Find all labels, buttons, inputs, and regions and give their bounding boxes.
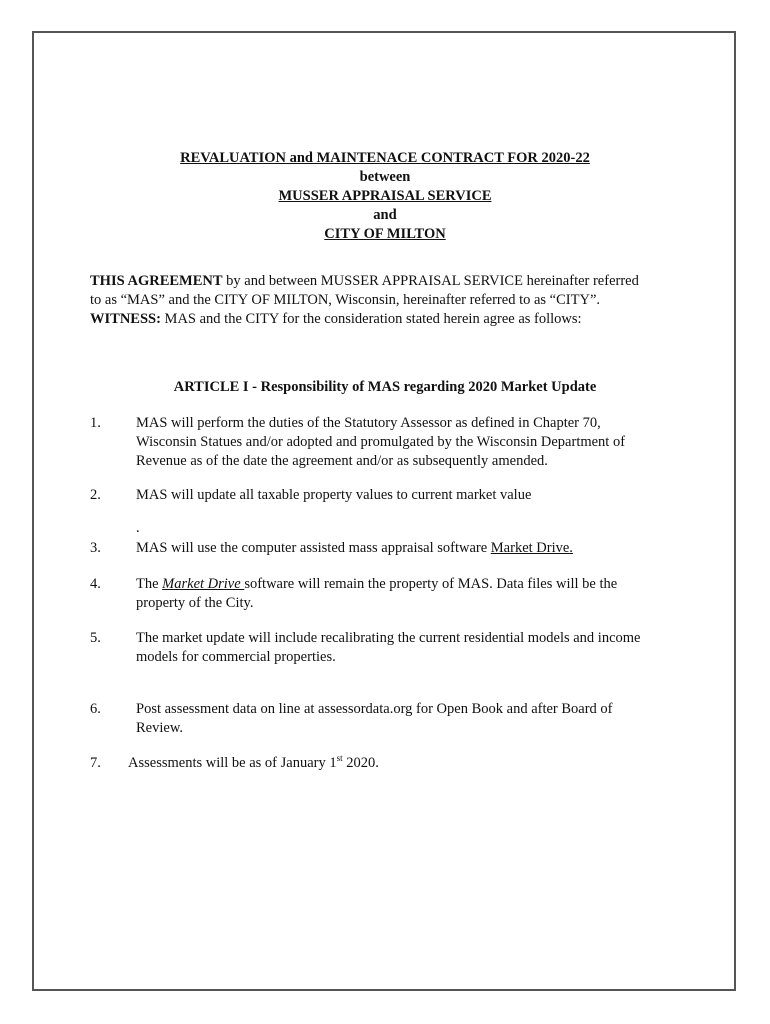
item-number: 6. — [90, 701, 101, 717]
market-drive-link[interactable]: Market Drive. — [490, 540, 573, 556]
item-text: MAS will update all taxable property values to current market value — [136, 487, 532, 503]
intro-paragraph — [90, 272, 690, 329]
item-number: 7. — [90, 755, 101, 771]
item-number: 3. — [90, 540, 101, 556]
item-text: MAS will perform the duties of the Statutory Assessor as defined in Chapter 70, Wisconsin Statues and/or adopted and promulgated by the Wisconsin Department of Revenue as of the date the agreement and/or as subsequently amended. — [136, 415, 626, 469]
title-line-contract: REVALUATION and MAINTENACE CONTRACT FOR 2020-22 — [180, 150, 590, 166]
item-text-part: The — [136, 576, 163, 592]
article-heading: ARTICLE I - Responsibility of MAS regarding 2020 Market Update — [173, 379, 597, 395]
item-text: The market update will include recalibrating the current residential models and income models for commercial properties. — [136, 630, 641, 665]
document-title — [0, 149, 770, 244]
item-text — [136, 575, 656, 613]
item-number: 2. — [90, 487, 101, 503]
stray-period: . — [136, 520, 140, 536]
title-line-between: between — [359, 169, 411, 185]
item-text — [128, 754, 648, 773]
item-text-part: MAS will use the computer assisted mass appraisal software — [136, 540, 491, 556]
item-number: 4. — [90, 576, 101, 592]
ordinal-suffix: st — [336, 753, 343, 763]
item-text-part: software will remain the property of MAS. Data files will be the property of the City. — [136, 576, 618, 611]
title-line-party-city: CITY OF MILTON — [324, 226, 446, 242]
agreement-label: THIS AGREEMENT — [90, 273, 223, 289]
item-text-part: 2020. — [342, 755, 379, 771]
item-number: 1. — [90, 415, 101, 431]
witness-label: WITNESS: — [90, 311, 161, 327]
item-text: Post assessment data on line at assessordata.org for Open Book and after Board of Review. — [136, 701, 613, 736]
item-text-part: Assessments will be as of January 1 — [128, 755, 337, 771]
agreement-text-2: to as “MAS” and the CITY OF MILTON, Wisconsin, hereinafter referred to as “CITY”. — [90, 292, 601, 308]
market-drive-link[interactable]: Market Drive — [162, 576, 245, 592]
agreement-text-1: by and between MUSSER APPRAISAL SERVICE hereinafter referred — [222, 273, 639, 289]
title-line-and: and — [373, 207, 397, 223]
item-number: 5. — [90, 630, 101, 646]
item-text — [136, 539, 656, 558]
title-line-party-mas: MUSSER APPRAISAL SERVICE — [278, 188, 492, 204]
witness-text: MAS and the CITY for the consideration stated herein agree as follows: — [160, 311, 582, 327]
